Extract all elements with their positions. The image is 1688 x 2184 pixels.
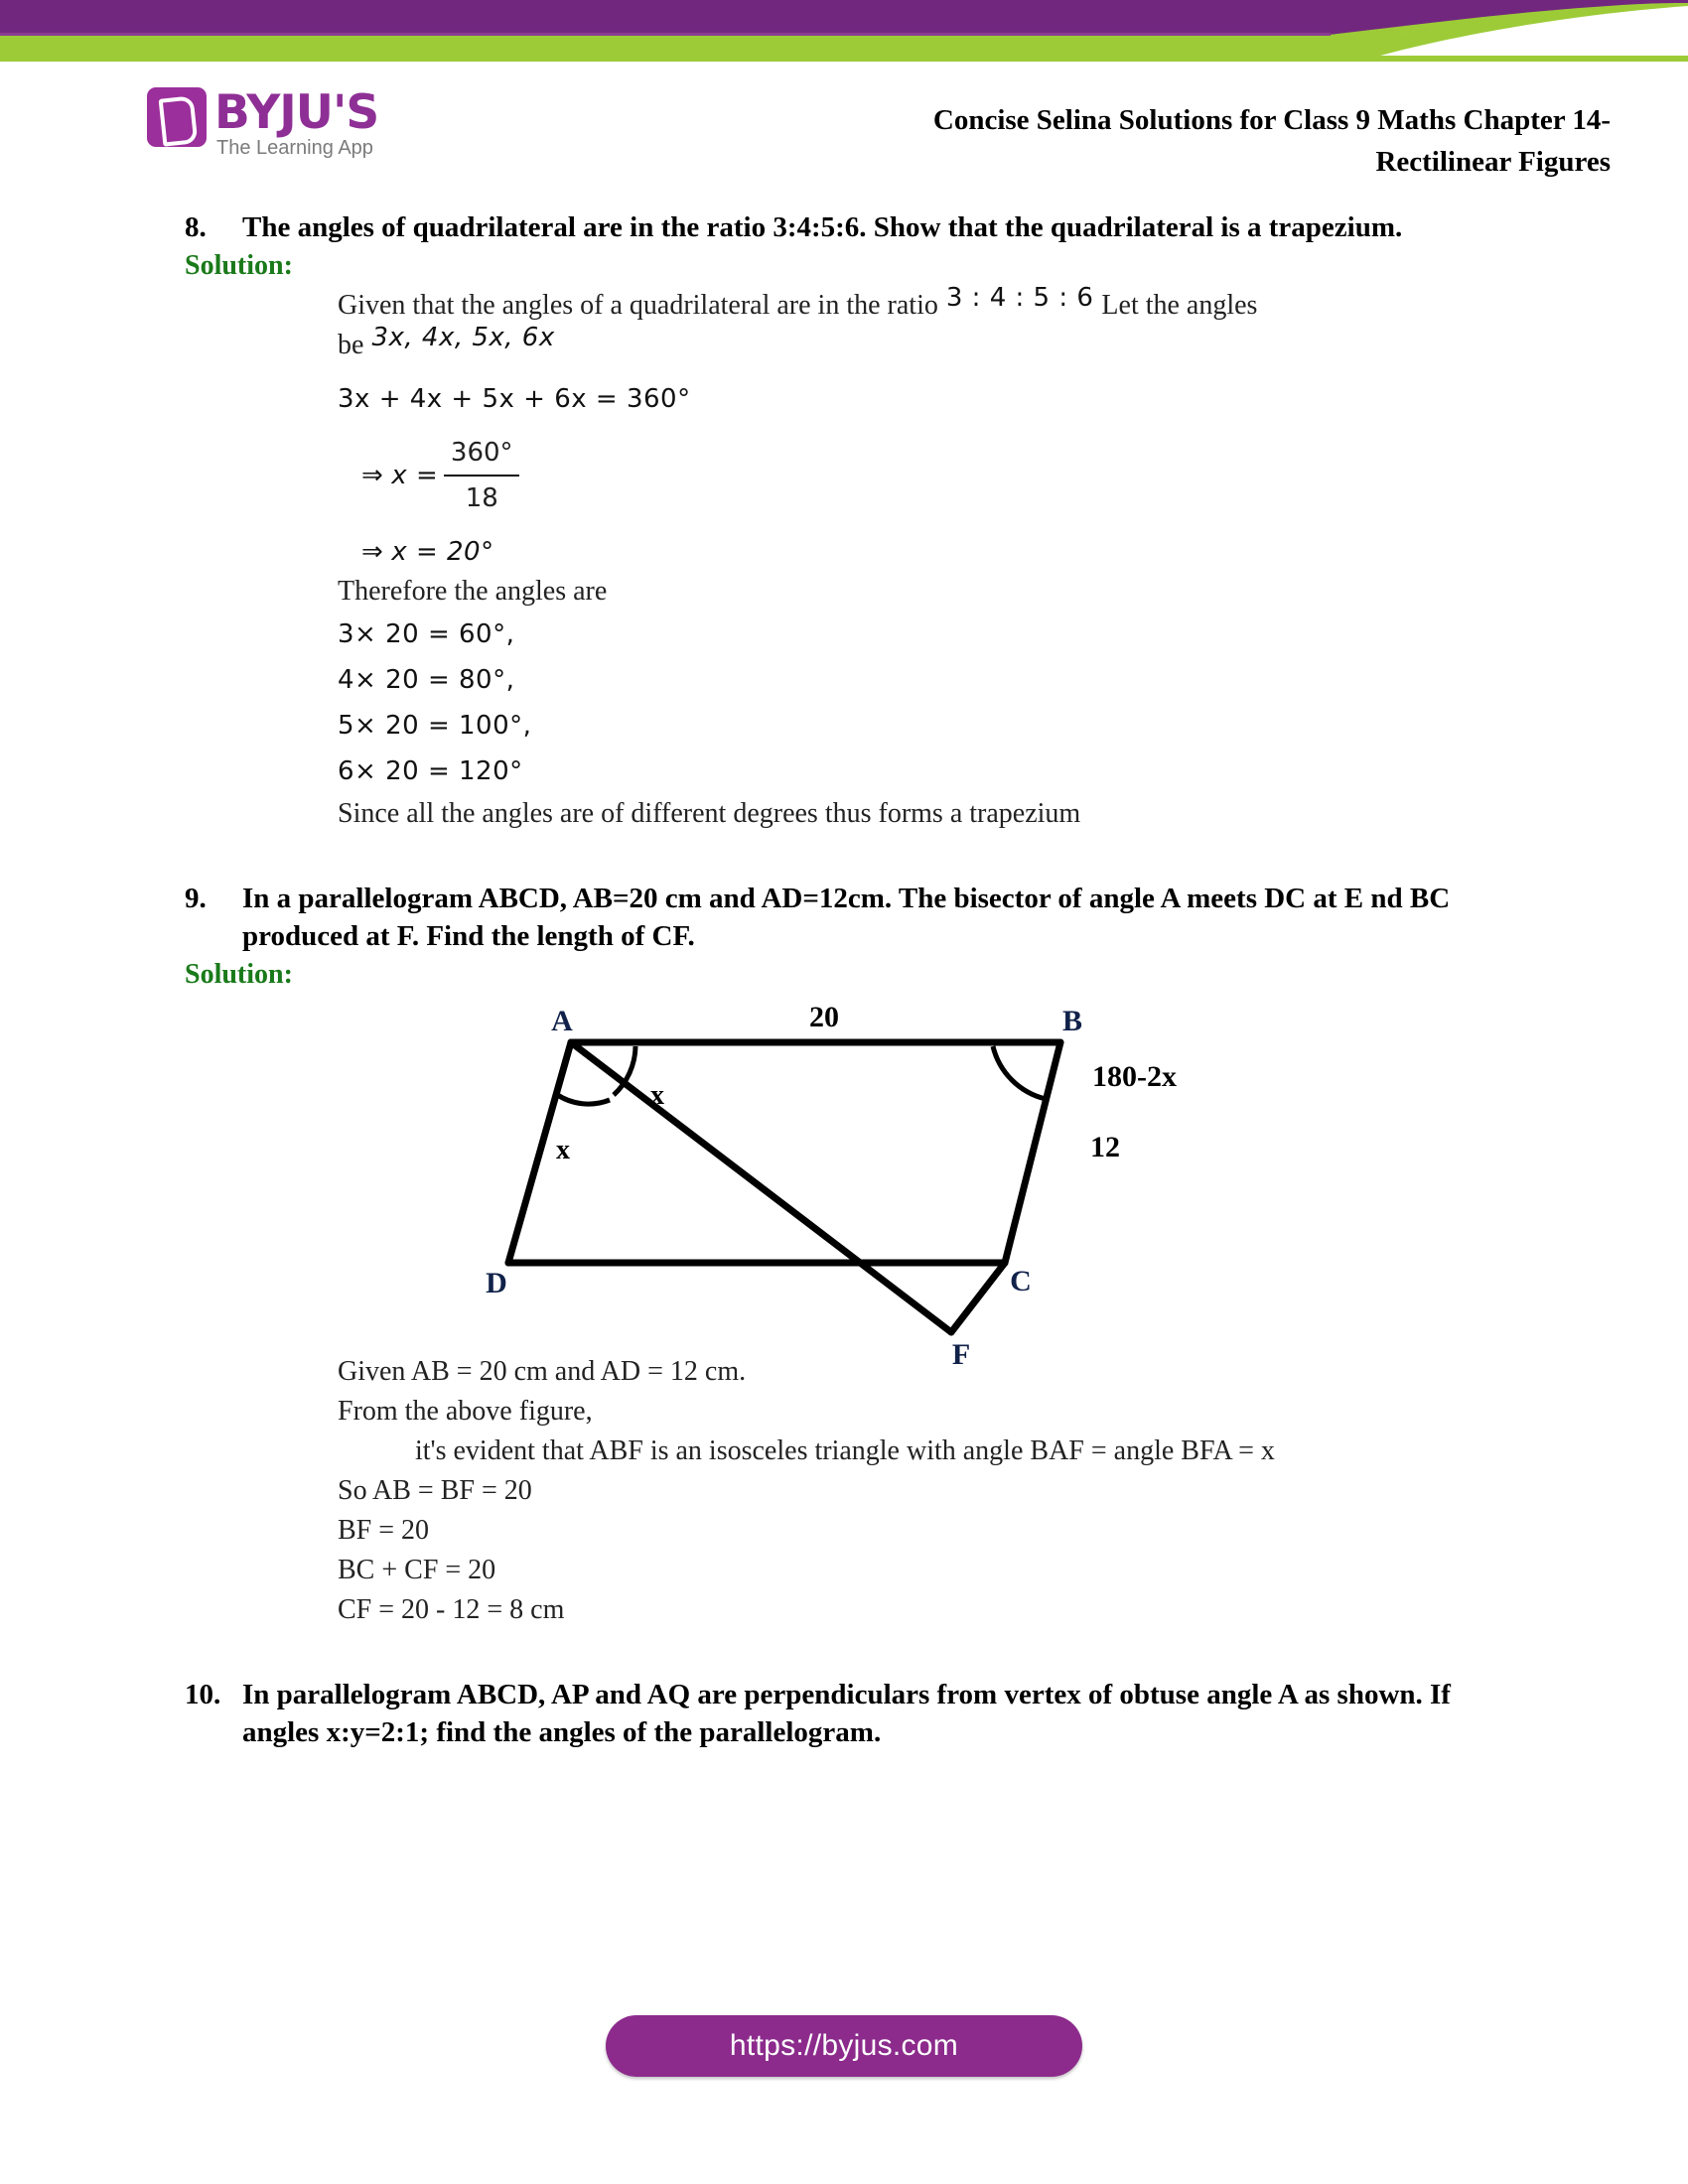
- spacer-between-q8-q9: [0, 834, 1688, 880]
- question-9-heading: [0, 880, 1688, 955]
- question-9-solution-body: [0, 1352, 1688, 1630]
- question-8-solution-body: [0, 283, 1688, 834]
- label-angle-A-upper: x: [650, 1080, 664, 1111]
- label-side-BC: 12: [1090, 1131, 1120, 1163]
- label-side-AB: 20: [809, 1001, 839, 1033]
- label-angle-A-lower: x: [556, 1135, 570, 1165]
- angle-arcs-B: [993, 1046, 1046, 1099]
- document-body: [0, 208, 1688, 1751]
- banner-separator: [0, 33, 1331, 36]
- q8-implies-2: ⇒: [361, 537, 384, 567]
- question-8-text: The angles of quadrilateral are in the ratio 3:4:5:6. Show that the quadrilateral is a trapezium.: [242, 211, 1403, 243]
- question-8-number: 8.: [185, 211, 207, 243]
- q8-angle-terms: 3x, 4x, 5x, 6x: [371, 323, 555, 352]
- vertex-label-B: B: [1061, 1005, 1083, 1037]
- logo-wordmark: BYJU'S: [214, 85, 379, 140]
- vertex-label-A: A: [551, 1005, 573, 1037]
- q8-fraction: [444, 433, 519, 518]
- label-angle-B: 180-2x: [1092, 1060, 1177, 1093]
- figure-lines: [508, 1042, 1060, 1332]
- spacer-a: [338, 365, 1688, 379]
- vertex-label-D: D: [486, 1267, 507, 1299]
- question-8-solution-label: Solution:: [185, 250, 293, 281]
- q8-equation: 3x + 4x + 5x + 6x = 360°: [338, 384, 691, 414]
- question-10-text: In parallelogram ABCD, AP and AQ are perpendiculars from vertex of obtuse angle A as shown. If angles x:y=2:1; find the angles of the parallelogram.: [242, 1679, 1451, 1748]
- question-9-number: 9.: [185, 883, 207, 914]
- q8-given-suffix: Let the angles: [1101, 290, 1258, 321]
- q8-x-fraction-line: [338, 433, 1688, 518]
- question-8-block: [0, 208, 1688, 834]
- question-10-block: [0, 1676, 1688, 1751]
- q8-angle-3: 5× 20 = 100°,: [338, 711, 532, 741]
- page-title-line-2: Rectilinear Figures: [1375, 146, 1611, 178]
- q8-therefore: Therefore the angles are: [338, 576, 608, 607]
- vertex-label-C: C: [1010, 1265, 1032, 1297]
- q8-angle-4: 6× 20 = 120°: [338, 756, 523, 786]
- byjus-b-glyph: [159, 95, 199, 146]
- spacer-b: [338, 419, 1688, 433]
- page-title-line-1: Concise Selina Solutions for Class 9 Maths Chapter 14-: [932, 104, 1611, 136]
- q9-line-7: CF = 20 - 12 = 8 cm: [338, 1594, 565, 1625]
- question-9-solution-label: Solution:: [185, 959, 293, 990]
- footer: [0, 2015, 1688, 2077]
- question-8-heading: [0, 208, 1688, 246]
- q9-line-5: BF = 20: [338, 1515, 430, 1546]
- question-10-heading: [0, 1676, 1688, 1751]
- q9-line-3: it's evident that ABF is an isosceles triangle with angle BAF = angle BFA = x: [415, 1435, 1275, 1466]
- angle-arc-B: [993, 1046, 1046, 1099]
- question-10-number: 10.: [185, 1679, 221, 1710]
- q8-x-equals-1: x =: [391, 461, 439, 490]
- segment-CF: [951, 1263, 1005, 1332]
- question-9-text: In a parallelogram ABCD, AB=20 cm and AD=12cm. The bisector of angle A meets DC at E nd BC produced at F. Find the length of CF.: [242, 883, 1451, 952]
- byjus-b-logo-icon: [147, 87, 207, 147]
- segment-AF: [571, 1042, 951, 1332]
- angle-arc-A-lower: [556, 1094, 610, 1104]
- byjus-url-button[interactable]: https://byjus.com: [606, 2015, 1082, 2077]
- vertex-label-F: F: [951, 1338, 971, 1371]
- question-9-block: [0, 880, 1688, 1630]
- q8-conclusion: Since all the angles are of different degrees thus forms a trapezium: [338, 798, 1081, 829]
- logo-tagline: The Learning App: [216, 137, 373, 159]
- byjus-logo: [147, 87, 445, 175]
- q8-be-word: be: [338, 330, 364, 360]
- q9-line-2: From the above figure,: [338, 1396, 593, 1427]
- spacer-c: [338, 518, 1688, 532]
- segment-BC: [1005, 1042, 1060, 1263]
- q8-fraction-denominator: 18: [465, 483, 498, 513]
- q8-angle-1: 3× 20 = 60°,: [338, 619, 515, 649]
- q8-be-line: [338, 323, 1688, 365]
- q9-line-1: Given AB = 20 cm and AD = 12 cm.: [338, 1356, 747, 1387]
- spacer-between-q9-q10: [0, 1630, 1688, 1676]
- q8-angle-2: 4× 20 = 80°,: [338, 665, 515, 695]
- q8-fraction-numerator: 360°: [450, 438, 513, 468]
- q9-line-4: So AB = BF = 20: [338, 1475, 532, 1506]
- q8-x-value: x = 20°: [391, 537, 494, 567]
- page-title: [677, 99, 1611, 183]
- q9-line-6: BC + CF = 20: [338, 1555, 496, 1585]
- question-9-figure: [0, 995, 1688, 1371]
- q8-implies-1: ⇒: [361, 461, 384, 490]
- header-banner: [0, 0, 1688, 79]
- q8-x-value-line: [338, 532, 1688, 572]
- q8-given-prefix: Given that the angles of a quadrilateral are in the ratio: [338, 290, 938, 321]
- q8-ratio: 3 : 4 : 5 : 6: [945, 283, 1094, 313]
